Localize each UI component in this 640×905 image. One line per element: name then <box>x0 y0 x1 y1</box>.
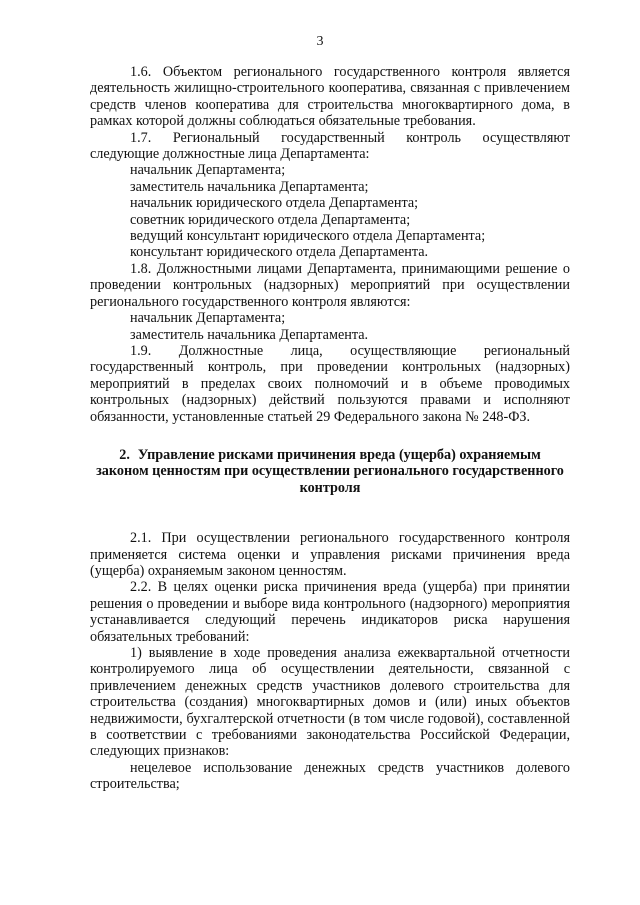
paragraph-1-8: 1.8. Должностными лицами Департамента, принимающими решение о проведении контрольных (надзорных) мероприятий при осуществлении регионального государственного контроля являются: <box>90 260 570 310</box>
list-item-official: ведущий консультант юридического отдела Департамента; <box>130 228 486 245</box>
list-item-official: консультант юридического отдела Департамента. <box>130 244 429 261</box>
section-2-title: Управление рисками причинения вреда (ущерба) охраняемым законом ценностям при осуществлении регионального государственного контроля <box>96 446 564 496</box>
paragraph-1-6: 1.6. Объектом регионального государственного контроля является деятельность жилищно-строительного кооператива, связанная с привлечением средств членов кооператива для строительства многоквартирного дома, в рамках которой должны соблюдаться обязательные требования. <box>90 64 570 130</box>
section-2-heading <box>90 447 570 496</box>
list-item-decision-maker: заместитель начальника Департамента. <box>130 326 369 343</box>
list-item-official: заместитель начальника Департамента; <box>130 178 369 195</box>
paragraph-1-7: 1.7. Региональный государственный контроль осуществляют следующие должностные лица Департамента: <box>90 129 570 163</box>
paragraph-2-2: 2.2. В целях оценки риска причинения вреда (ущерба) при принятии решения о проведении и выборе вида контрольного (надзорного) мероприятия устанавливается следующий перечень индикаторов риска нарушения обязательных требований: <box>90 579 570 645</box>
list-item-official: советник юридического отдела Департамента; <box>130 211 411 228</box>
list-item-official: начальник юридического отдела Департамента; <box>130 195 419 212</box>
paragraph-2-2-item-1: 1) выявление в ходе проведения анализа ежеквартальной отчетности контролируемого лица об осуществлении деятельности, связанной с привлечением денежных средств участников долевого строительства для строительства (создания) многоквартирных домов и (или) иных объектов недвижимости, бухгалтерской отчетности (в том числе годовой), составленной в соответствии с требованиями законодательства Российской Федерации, следующих признаков: <box>90 645 570 760</box>
list-item-official: начальник Департамента; <box>130 162 286 179</box>
paragraph-1-9: 1.9. Должностные лица, осуществляющие региональный государственный контроль, при проведении контрольных (надзорных) мероприятий в пределах своих полномочий и в объеме проводимых контрольных (надзорных) действий пользуются правами и исполняют обязанности, установленные статьей 29 Федерального закона № 248-ФЗ. <box>90 342 570 425</box>
document-body <box>90 64 570 793</box>
list-item-decision-maker: начальник Департамента; <box>130 310 286 327</box>
section-2-number: 2. <box>119 446 130 463</box>
paragraph-2-2-item-1-sub-1: нецелевое использование денежных средств участников долевого строительства; <box>90 759 570 793</box>
paragraph-2-1: 2.1. При осуществлении регионального государственного контроля применяется система оценки и управления рисками причинения вреда (ущерба) охраняемым законом ценностям. <box>90 530 570 579</box>
page-number: 3 <box>316 34 324 49</box>
